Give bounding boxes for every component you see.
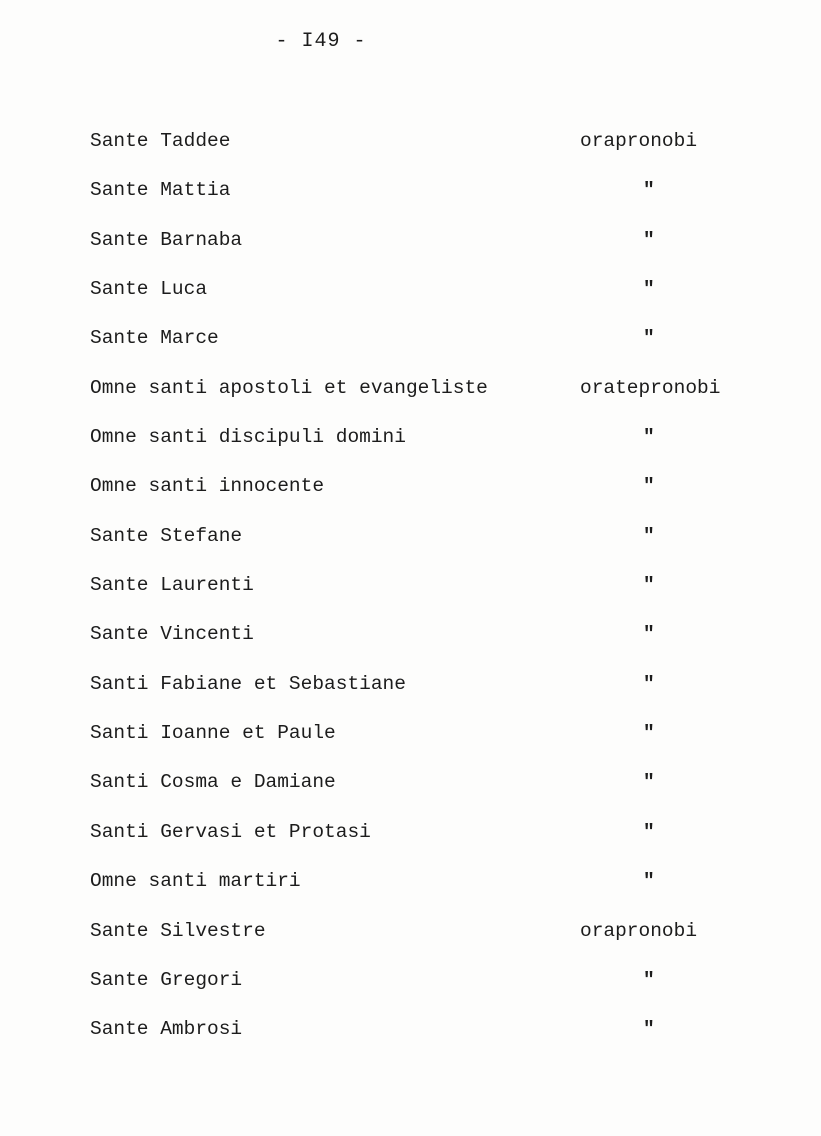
litany-row: [90, 1016, 750, 1065]
litany-row: [90, 967, 750, 1016]
ditto-mark: ": [643, 179, 655, 202]
saint-name: Omne santi martiri: [90, 870, 301, 893]
litany-row: [90, 769, 750, 818]
litany-row: [90, 128, 750, 177]
litany-row: [90, 375, 750, 424]
litany-row: [90, 671, 750, 720]
saint-name: Sante Laurenti: [90, 574, 254, 597]
ditto-mark: ": [643, 278, 655, 301]
litany-row: [90, 473, 750, 522]
ditto-mark: ": [643, 228, 655, 251]
litany-row: [90, 276, 750, 325]
ditto-mark: ": [643, 574, 655, 597]
litany-row: [90, 227, 750, 276]
litany-row: [90, 177, 750, 226]
saint-name: Santi Cosma e Damiane: [90, 771, 336, 794]
saint-name: Santi Gervasi et Protasi: [90, 820, 371, 843]
saint-name: Sante Vincenti: [90, 623, 254, 646]
ditto-mark: ": [643, 524, 655, 547]
saint-name: Santi Ioanne et Paule: [90, 722, 336, 745]
litany-row: [90, 572, 750, 621]
saint-name: Sante Taddee: [90, 130, 231, 152]
saint-name: Santi Fabiane et Sebastiane: [90, 672, 406, 695]
saint-name: Sante Gregori: [90, 968, 243, 991]
ditto-mark: ": [643, 327, 655, 350]
ditto-mark: ": [643, 771, 655, 794]
ditto-mark: ": [643, 820, 655, 843]
saint-name: Omne santi discipuli domini: [90, 426, 406, 449]
litany-row: [90, 424, 750, 473]
saint-name: Sante Ambrosi: [90, 1018, 243, 1041]
ditto-mark: ": [643, 672, 655, 695]
response: orapronobi: [580, 919, 698, 942]
ditto-mark: ": [643, 475, 655, 498]
litany-row: [90, 621, 750, 670]
litany-list: [90, 128, 750, 1066]
litany-row: [90, 819, 750, 868]
ditto-mark: ": [643, 722, 655, 745]
saint-name: Sante Luca: [90, 278, 208, 301]
saint-name: Sante Stefane: [90, 524, 243, 547]
ditto-mark: ": [643, 426, 655, 449]
saint-name: Sante Mattia: [90, 179, 231, 202]
litany-row: [90, 918, 750, 967]
litany-row: [90, 868, 750, 917]
ditto-mark: ": [643, 623, 655, 646]
response: orapronobi: [580, 130, 698, 152]
saint-name: Sante Marce: [90, 327, 219, 350]
saint-name: Omne santi innocente: [90, 475, 325, 498]
ditto-mark: ": [643, 870, 655, 893]
litany-row: [90, 325, 750, 374]
ditto-mark: ": [643, 1018, 655, 1041]
saint-name: Sante Barnaba: [90, 228, 243, 251]
litany-row: [90, 720, 750, 769]
litany-row: [90, 523, 750, 572]
saint-name: Omne santi apostoli et evangeliste: [90, 376, 488, 399]
saint-name: Sante Silvestre: [90, 919, 266, 942]
response: oratepronobi: [580, 376, 721, 399]
ditto-mark: ": [643, 968, 655, 991]
page-number: - I49 -: [275, 30, 367, 53]
